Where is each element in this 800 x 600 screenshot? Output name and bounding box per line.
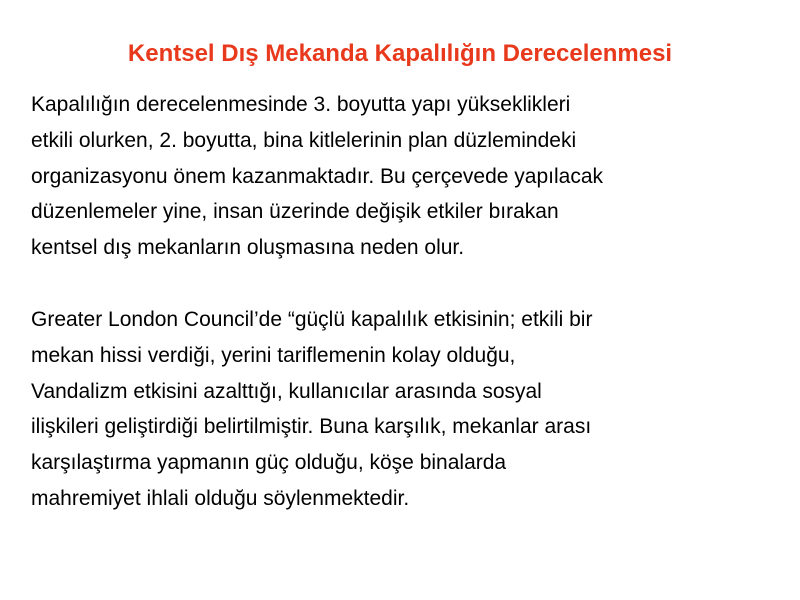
paragraph-line: düzenlemeler yine, insan üzerinde değişik etkiler bırakan <box>31 200 559 224</box>
paragraph-line: Kapalılığın derecelenmesinde 3. boyutta yapı yükseklikleri <box>31 93 571 116</box>
paragraph-line: ilişkileri geliştirdiği belirtilmiştir. Buna karşılık, mekanlar arası <box>31 415 592 439</box>
paragraph-line: Vandalizm etkisini azalttığı, kullanıcılar arasında sosyal <box>31 379 542 403</box>
paragraph-2 <box>31 302 791 517</box>
paragraph-line: Greater London Council’de “güçlü kapalılık etkisinin; etkili bir <box>31 308 593 331</box>
slide-title: Kentsel Dış Mekanda Kapalılığın Derecelenmesi <box>127 40 673 67</box>
paragraph-line: kentsel dış mekanların oluşmasına neden olur. <box>31 236 465 260</box>
paragraph-line: mekan hissi verdiği, yerini tariflemenin kolay olduğu, <box>31 343 516 367</box>
paragraph-line: organizasyonu önem kazanmaktadır. Bu çerçevede yapılacak <box>31 164 603 188</box>
paragraph-1 <box>31 87 791 266</box>
paragraph-line: etkili olurken, 2. boyutta, bina kitlelerinin plan düzlemindeki <box>31 128 577 152</box>
paragraph-line: mahremiyet ihlali olduğu söylenmektedir. <box>31 486 410 510</box>
paragraph-line: karşılaştırma yapmanın güç olduğu, köşe binalarda <box>31 451 507 475</box>
